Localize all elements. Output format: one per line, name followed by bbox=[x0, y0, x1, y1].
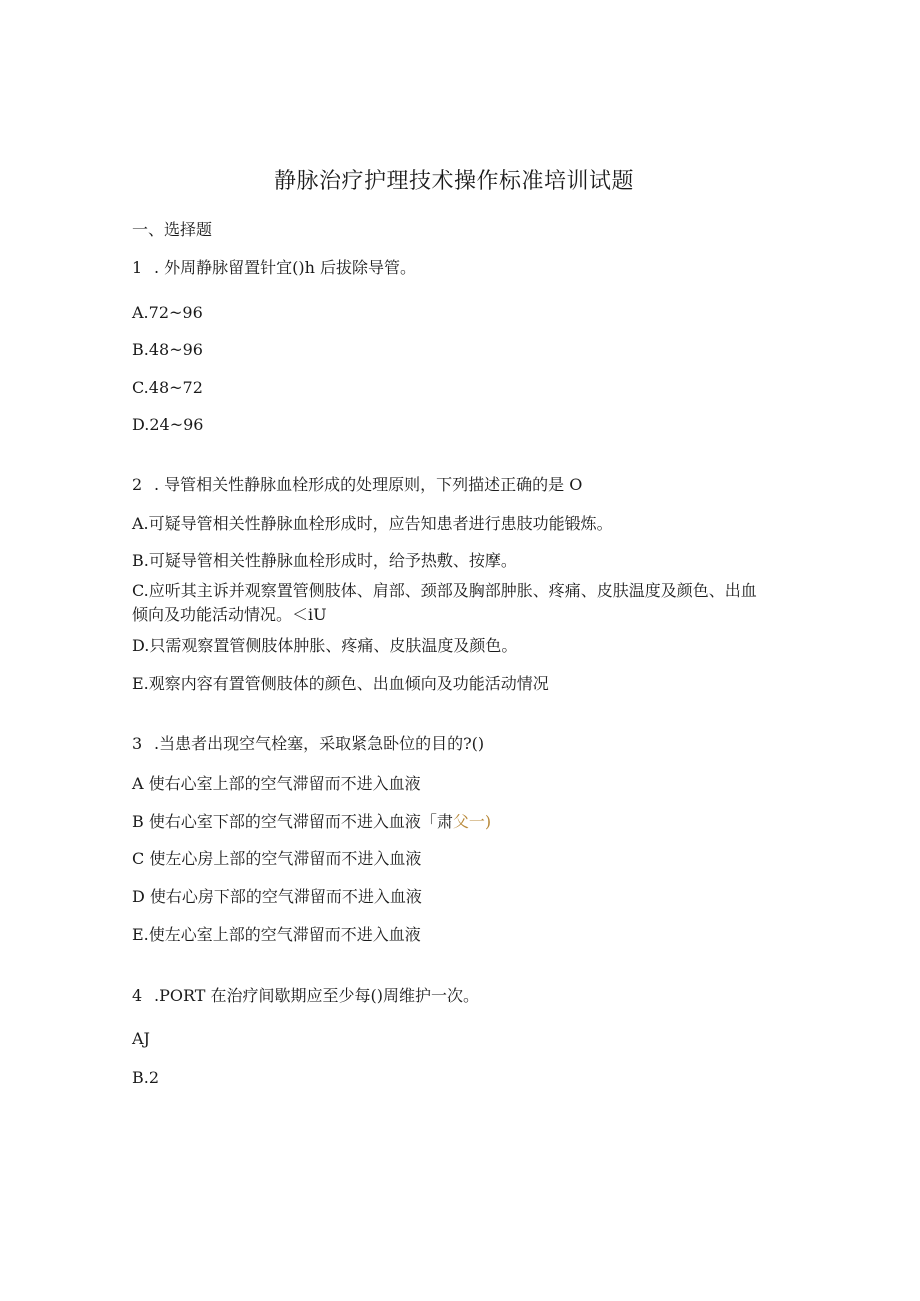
question-number: 1 bbox=[132, 258, 143, 277]
option-4b: B.2 bbox=[132, 1068, 160, 1087]
option-3d: D 使右心房下部的空气滞留而不进入血液 bbox=[132, 887, 422, 906]
question-number: 4 bbox=[132, 986, 143, 1005]
question-3 bbox=[132, 733, 484, 755]
option-2e: E.观察内容有置管侧肢体的颜色、出血倾向及功能活动情况 bbox=[132, 674, 549, 693]
option-2d: D.只需观察置管侧肢体肿胀、疼痛、皮肤温度及颜色。 bbox=[132, 636, 518, 655]
option-text: B 使右心室下部的空气滞留而不进入血液「肃 bbox=[132, 812, 453, 831]
question-2 bbox=[132, 474, 582, 496]
option-2c: C.应听其主诉并观察置管侧肢体、肩部、颈部及胸部肿胀、疼痛、皮肤温度及颜色、出血倾向及功能活动情况。＜iU bbox=[132, 581, 757, 624]
option-3e: E.使左心室上部的空气滞留而不进入血液 bbox=[132, 925, 421, 944]
option-3b bbox=[132, 811, 491, 833]
option-1c: C.48~72 bbox=[132, 378, 203, 397]
question-number: 2 bbox=[132, 475, 143, 494]
option-1b: B.48~96 bbox=[132, 340, 203, 359]
option-3c: C 使左心房上部的空气滞留而不进入血液 bbox=[132, 849, 422, 868]
option-mark: 父一) bbox=[452, 812, 492, 831]
question-4 bbox=[132, 985, 479, 1007]
section-heading: 一、选择题 bbox=[132, 220, 213, 239]
question-text: .当患者出现空气栓塞，采取紧急卧位的目的?() bbox=[154, 734, 485, 753]
question-1 bbox=[132, 257, 416, 279]
document-title: 静脉治疗护理技术操作标准培训试题 bbox=[273, 169, 634, 194]
option-3a: A 使右心室上部的空气滞留而不进入血液 bbox=[132, 774, 421, 793]
question-text: . 外周静脉留置针宜()h 后拔除导管。 bbox=[154, 258, 417, 277]
option-1a: A.72~96 bbox=[132, 303, 203, 322]
option-2a: A.可疑导管相关性静脉血栓形成时，应告知患者进行患肢功能锻炼。 bbox=[132, 514, 613, 533]
option-1d: D.24~96 bbox=[132, 415, 204, 434]
question-text: . 导管相关性静脉血栓形成的处理原则，下列描述正确的是 O bbox=[154, 475, 583, 494]
question-text: .PORT 在治疗间歇期应至少每()周维护一次。 bbox=[154, 986, 479, 1005]
option-4a: AJ bbox=[132, 1029, 150, 1048]
question-number: 3 bbox=[132, 734, 143, 753]
option-2b: B.可疑导管相关性静脉血栓形成时，给予热敷、按摩。 bbox=[132, 551, 517, 570]
